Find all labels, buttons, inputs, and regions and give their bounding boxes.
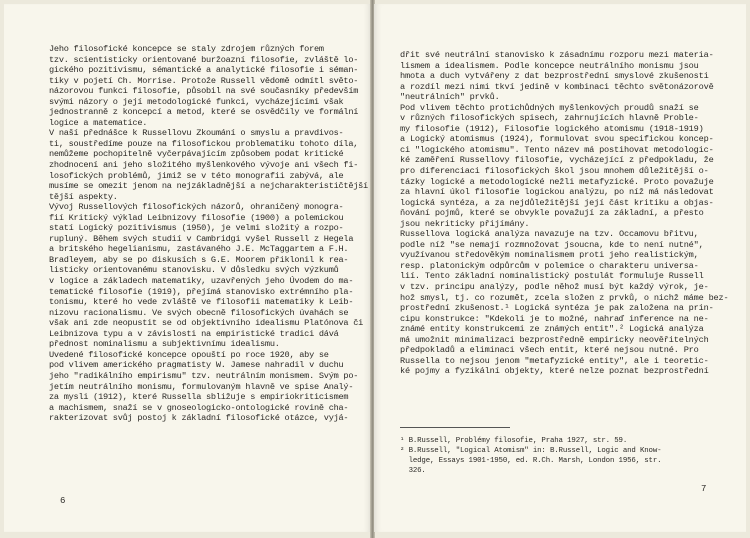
text-line: a britského hegelianismu, zastávaného J.E. McTaggartem a F.H. [49, 244, 349, 255]
text-line: za mysli (1912), které Russella sbližuje s empiriokriticismem [49, 392, 349, 403]
text-line: V naší přednášce k Russellovu Zkoumání o smyslu a pravdivos- [49, 128, 344, 139]
text-line: hmota a duch vytvářeny z dat bezprostřední smyslové zkušenosti [400, 71, 709, 82]
page-number-left: 6 [60, 496, 66, 506]
text-line: logice a matematice. [49, 117, 148, 128]
text-line: lií. Tento základní nominalistický postulát formuluje Russell [400, 271, 704, 282]
text-line: a machismem, snaží se v gnoseologicko-ontologické rovině cha- [49, 402, 349, 413]
text-line: logická syntéza, a za nejdůležitější její část kritiku a objas- [400, 197, 714, 208]
footnote-line: ¹ B.Russell, Problémy filosofie, Praha 1927, str. 59. [400, 437, 628, 445]
text-line: zhodnocení ani jeho složitého myšlenkového vývoje ani všech fi- [49, 160, 359, 171]
text-line: ti, soustředíme pouze na filosofickou problematiku tohoto díla, [49, 138, 359, 149]
text-line: losofických problémů, jimiž se v této monografii zabývá, ale [49, 170, 344, 181]
text-line: Bradleyem, aby se po diskusích s G.E. Moorem přiklonil k rea- [49, 254, 349, 265]
footnotes [400, 436, 725, 476]
text-line: tonismu, které ho vede zvláště ve filosofii matematiky k Leib- [49, 297, 354, 308]
footnote-line: 326. [400, 467, 426, 475]
text-line: lismem a idealismem. Podle koncepce neutrálního monismu jsou [400, 60, 699, 71]
text-line: má umožnit minimalizaci bezprostředně empiricky neověřitelných [400, 334, 709, 345]
text-line: jetím neutrálního monismu, formulovaným hlavně ve spise Analý- [49, 381, 354, 392]
text-line: hož smysl, tj. co rozumět, zcela složen z prvků, o nichž máme bez- [400, 292, 729, 303]
text-line: využívanou středověkým nominalismem proti jeho realistickým, [400, 250, 699, 261]
text-line: ké pojmy a fyzikální objekty, které nelze poznat bezprostřední [400, 366, 709, 377]
text-line: musíme se omezit jenom na nejzákladnější a nejcharakterističtější [49, 181, 368, 192]
text-line: rakterizovat svůj postoj k základní filosofické otázce, vyjá- [49, 413, 349, 424]
text-line: ci "logického atomismu". Tento název má postihovat metodologic- [400, 144, 714, 155]
text-line: pro diferenciaci filosofických škol jsou mnohem důležitější o- [400, 166, 709, 177]
text-line: jeho "radikálního empirismu" tzv. neutrálním monismem. Svým po- [49, 370, 359, 381]
text-line: pod vlivem amerického pragmatisty W. Jamese nahradil v duchu [49, 360, 344, 371]
footnote-rule [400, 427, 510, 428]
text-line: Russella to nejsou jenom "metafyzické entity", ale i teoretic- [400, 355, 709, 366]
text-line: prostřední zkušenost.¹ Logická syntéza je pak založena na prin- [400, 303, 714, 314]
text-line: fií Kritický výklad Leibnizovy filosofie (1900) a polemickou [49, 212, 344, 223]
text-line: rupluný. Během svých studií v Cambridgi vyšel Russell z Hegela [49, 233, 354, 244]
text-line: Uvedené filosofické koncepce opouští po roce 1920, aby se [49, 349, 329, 360]
text-line: tematické filosofie (1919), přejímá stanovisko extrémního pla- [49, 286, 354, 297]
text-line: resp. platonickým odpůrcům v polemice o charakteru universa- [400, 260, 699, 271]
text-line: předpokladů a eliminaci všech entit, které nejsou nutné. Pro [400, 345, 699, 356]
text-line: v různých filosofických spisech, zahrnujících hlavně Proble- [400, 113, 699, 124]
text-line: však ani zde neopustit se od objektivního idealismu Platónova či [49, 318, 364, 329]
text-line: ňování pojmů, které se obvykle považují za základní, a přesto [400, 208, 704, 219]
text-line: nizovu racionalismu. Ve svých obecně filosofických úvahách se [49, 307, 349, 318]
text-line: a rozdíl mezi nimi tkví jedině v kombinaci těchto světonázorově [400, 81, 714, 92]
left-page [4, 4, 371, 532]
page-number-right: 7 [701, 484, 707, 494]
text-line: nemůžeme pochopitelně vyčerpávajícím způsobem podat kritické [49, 149, 344, 160]
text-line: dřit své neutrální stanovisko k zásadnímu rozporu mezi materia- [400, 50, 714, 60]
text-line: v logice a základech matematiky, uzavřených jeho Úvodem do ma- [49, 276, 354, 287]
text-line: "neutrálních" prvků. [400, 92, 500, 103]
text-line: za hlavní úkol filosofie logickou analýzu, po níž má následovat [400, 187, 714, 198]
text-line: statí Logický pozitivismus (1950), je velmi složitý a rozpo- [49, 223, 344, 234]
text-line: Vývoj Russellových filosofických názorů, ohraničený monogra- [49, 202, 344, 213]
text-line: podle níž "se nemají rozmnožovat jsoucna, kde to není nutné", [400, 239, 704, 250]
text-line: tázky logické a metodologické nežli metafyzické. Proto považuje [400, 176, 714, 187]
right-page [374, 4, 746, 532]
text-line: listicky orientovanému stanovisku. V důsledku svých výzkumů [49, 265, 339, 276]
text-line: a Logický atomismus (1924), formulovat svou specifickou koncep- [400, 134, 714, 145]
text-line: jednostranně z koncepcí a metod, které se osvědčily ve formální [49, 107, 359, 118]
text-line: známé entity konstrukcemi ze známých entit".² Logická analýza [400, 324, 704, 335]
text-line: Leibnizova typu a v závislosti na empiristické tradici dává [49, 328, 339, 339]
text-line: Jeho filosofické koncepce se staly zdrojem různých forem [49, 44, 324, 54]
text-line: tiky v pojetí Ch. Morrise. Protože Russell vědomě odmítl světo- [49, 75, 359, 86]
text-line: my filosofie (1912), Filosofie logického atomismu (1918-1919) [400, 123, 704, 134]
right-body-text [400, 50, 729, 377]
text-line: v tzv. principu analýzy, podle něhož musí být každý výrok, je- [400, 282, 709, 293]
footnote-line: ² B.Russell, "Logical Atomism" in: B.Russell, Logic and Know- [400, 447, 662, 455]
text-line: Russellova logická analýza navazuje na tzv. Occamovu břitvu, [400, 229, 699, 240]
text-line: tzv. scientisticky orientované buržoazní filosofie, zvláště lo- [49, 54, 359, 65]
text-line: názorovou funkci filosofie, působil na své současníky především [49, 86, 359, 97]
text-line: ké zaměření Russellovy filosofie, vycházející z předpokladu, že [400, 155, 714, 166]
text-line: přednost nominalismu a subjektivnímu idealismu. [49, 339, 280, 350]
text-line: jsou nekriticky přijímány. [400, 218, 530, 229]
footnote-line: ledge, Essays 1901-1950, ed. R.Ch. Marsh, London 1956, str. [400, 457, 662, 465]
text-line: gického pozitivismu, sémantické a analytické filosofie i séman- [49, 65, 359, 76]
left-body-text [49, 44, 368, 424]
text-line: Pod vlivem těchto protichůdných myšlenkových proudů snaží se [400, 102, 699, 113]
text-line: tější aspekty. [49, 191, 118, 202]
text-line: cipu konstrukce: "Kdekoli je to možné, nahraď inference na ne- [400, 313, 709, 324]
text-line: svými názory o její metodologické funkci, vycházejícími však [49, 96, 344, 107]
